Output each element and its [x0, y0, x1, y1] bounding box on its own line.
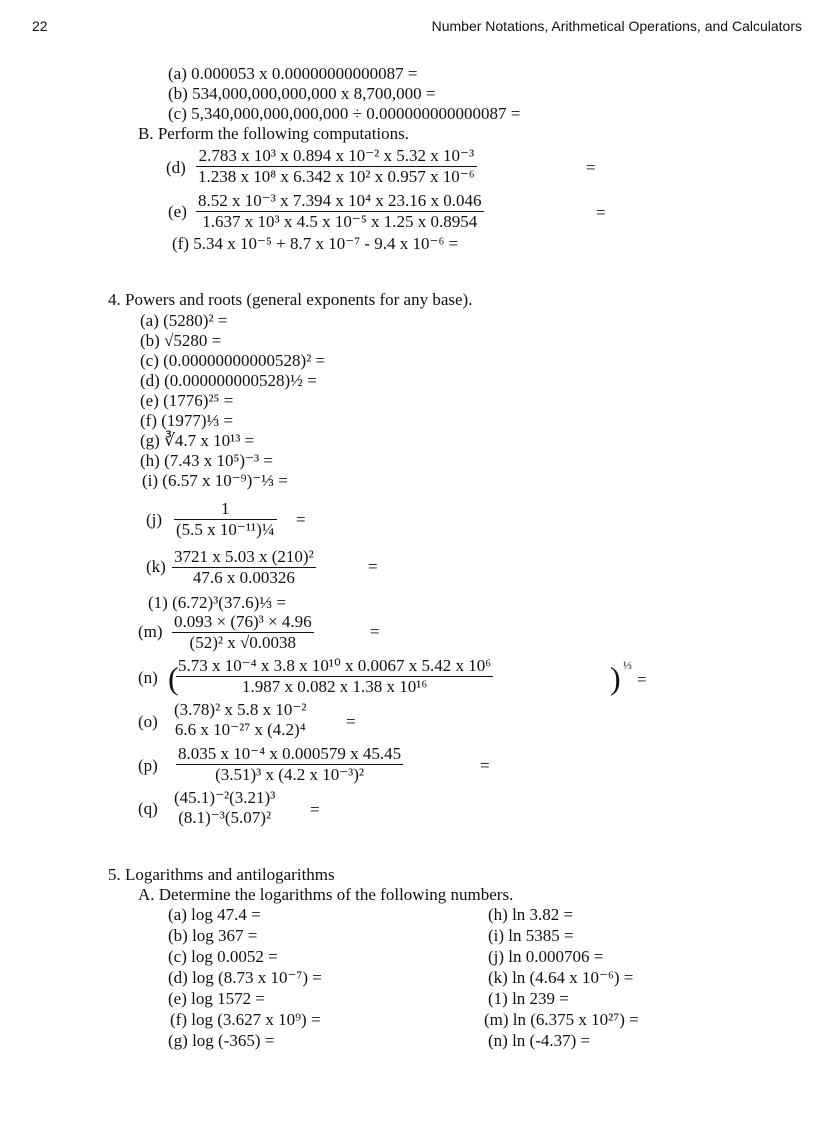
- problem-4p-label: (p): [138, 756, 158, 775]
- problem-3d-equals: =: [586, 158, 596, 177]
- problem-4m-label: (m): [138, 622, 163, 641]
- problem-4h: (h) (7.43 x 10⁵)⁻³ =: [140, 451, 273, 470]
- problem-3b: (b) 534,000,000,000,000 x 8,700,000 =: [168, 84, 436, 103]
- problem-4j-denominator: (5.5 x 10⁻¹¹)¼: [176, 520, 275, 539]
- problem-3f: (f) 5.34 x 10⁻⁵ + 8.7 x 10⁻⁷ - 9.4 x 10⁻⁶ =: [172, 234, 459, 253]
- log-item-a: (a) log 47.4 =: [168, 905, 261, 924]
- section-4-title: 4. Powers and roots (general exponents for any base).: [108, 290, 473, 309]
- problem-4l: (1) (6.72)³(37.6)⅓ =: [148, 593, 286, 612]
- problem-4b: (b) √5280 =: [140, 331, 222, 350]
- problem-3d-label: (d): [166, 158, 186, 177]
- log-item-g: (g) log (-365) =: [168, 1031, 275, 1050]
- part-b-title: B. Perform the following computations.: [138, 124, 410, 143]
- section-5-title: 5. Logarithms and antilogarithms: [108, 865, 335, 884]
- ln-item-h: (h) ln 3.82 =: [488, 905, 574, 924]
- problem-4f: (f) (1977)⅓ =: [140, 411, 234, 430]
- problem-3e-equals: =: [596, 203, 606, 222]
- problem-4q-equals: =: [310, 800, 320, 819]
- ln-item-i: (i) ln 5385 =: [488, 926, 574, 945]
- problem-4o-equals: =: [346, 712, 356, 731]
- problem-4p-denominator: (3.51)³ x (4.2 x 10⁻³)²: [176, 764, 403, 785]
- problem-4e: (e) (1776)²⁵ =: [140, 391, 234, 410]
- problem-3c: (c) 5,340,000,000,000,000 ÷ 0.000000000000087 =: [168, 104, 521, 123]
- problem-4d: (d) (0.000000000528)½ =: [140, 371, 317, 390]
- problem-4k-label: (k): [146, 557, 166, 576]
- problem-3e-label: (e): [168, 202, 187, 221]
- problem-3e-denominator: 1.637 x 10³ x 4.5 x 10⁻⁵ x 1.25 x 0.8954: [196, 211, 484, 232]
- ln-item-m: (m) ln (6.375 x 10²⁷) =: [484, 1010, 639, 1029]
- problem-4k-equals: =: [368, 557, 378, 576]
- problem-4n-equals: =: [637, 670, 647, 689]
- problem-4n-fraction: [176, 656, 493, 697]
- problem-4k-denominator: 47.6 x 0.00326: [172, 567, 316, 588]
- problem-3e-numerator: 8.52 x 10⁻³ x 7.394 x 10⁴ x 23.16 x 0.046: [198, 191, 482, 210]
- problem-4o-numerator: (3.78)² x 5.8 x 10⁻²: [174, 700, 307, 719]
- page-number: 22: [32, 18, 48, 34]
- problem-4j-fraction: [174, 499, 277, 540]
- problem-4i: (i) (6.57 x 10⁻⁹)⁻⅓ =: [142, 471, 288, 490]
- problem-4q-numerator: (45.1)⁻²(3.21)³: [174, 788, 276, 807]
- problem-4n-denominator: 1.987 x 0.082 x 1.38 x 10¹⁶: [176, 676, 493, 697]
- problem-4c: (c) (0.00000000000528)² =: [140, 351, 326, 370]
- ln-item-l: (1) ln 239 =: [488, 989, 569, 1008]
- log-item-f: (f) log (3.627 x 10⁹) =: [170, 1010, 321, 1029]
- problem-4m-denominator: (52)² x √0.0038: [172, 632, 314, 653]
- problem-4a: (a) (5280)² =: [140, 311, 228, 330]
- log-item-b: (b) log 367 =: [168, 926, 258, 945]
- problem-3d-fraction: [196, 146, 477, 187]
- problem-3a: (a) 0.000053 x 0.00000000000087 =: [168, 64, 418, 83]
- problem-4q-denominator: (8.1)⁻³(5.07)²: [178, 808, 272, 827]
- problem-4n-numerator: 5.73 x 10⁻⁴ x 3.8 x 10¹⁰ x 0.0067 x 5.42 x 10⁶: [178, 656, 492, 675]
- problem-4p-equals: =: [480, 756, 490, 775]
- problem-3d-denominator: 1.238 x 10⁸ x 6.342 x 10² x 0.957 x 10⁻⁶: [198, 167, 475, 186]
- problem-4q-fraction: [172, 788, 277, 828]
- problem-4n-close-paren: ): [610, 660, 621, 696]
- problem-4m-fraction: [172, 612, 314, 653]
- problem-4j-numerator: 1: [221, 499, 230, 518]
- problem-4j-label: (j): [146, 510, 163, 529]
- problem-3e-fraction: [196, 191, 484, 232]
- problem-4n-open-paren: (: [168, 660, 179, 696]
- problem-4k-fraction: [172, 547, 316, 588]
- problem-4m-equals: =: [370, 622, 380, 641]
- problem-4m-numerator: 0.093 × (76)³ × 4.96: [174, 612, 312, 631]
- problem-4p-fraction: [176, 744, 403, 785]
- ln-item-j: (j) ln 0.000706 =: [488, 947, 604, 966]
- problem-4o-label: (o): [138, 712, 158, 731]
- ln-item-k: (k) ln (4.64 x 10⁻⁶) =: [488, 968, 634, 987]
- running-title: Number Notations, Arithmetical Operations, and Calculators: [431, 18, 802, 34]
- problem-4p-numerator: 8.035 x 10⁻⁴ x 0.000579 x 45.45: [178, 744, 402, 763]
- problem-4q-label: (q): [138, 799, 158, 818]
- log-item-c: (c) log 0.0052 =: [168, 947, 278, 966]
- part-a-title: A. Determine the logarithms of the following numbers.: [138, 885, 514, 904]
- problem-3d-numerator: 2.783 x 10³ x 0.894 x 10⁻² x 5.32 x 10⁻³: [198, 146, 475, 165]
- problem-4k-numerator: 3721 x 5.03 x (210)²: [174, 547, 314, 566]
- problem-4g: (g) ∛4.7 x 10¹³ =: [140, 431, 255, 450]
- problem-4n-label: (n): [138, 668, 158, 687]
- ln-item-n: (n) ln (-4.37) =: [488, 1031, 591, 1050]
- problem-4j-equals: =: [296, 510, 306, 529]
- problem-4o-denominator: 6.6 x 10⁻²⁷ x (4.2)⁴: [174, 720, 306, 739]
- problem-4o-fraction: [172, 700, 309, 740]
- problem-4n-power: ⅓: [623, 658, 632, 672]
- log-item-d: (d) log (8.73 x 10⁻⁷) =: [168, 968, 322, 987]
- log-item-e: (e) log 1572 =: [168, 989, 265, 1008]
